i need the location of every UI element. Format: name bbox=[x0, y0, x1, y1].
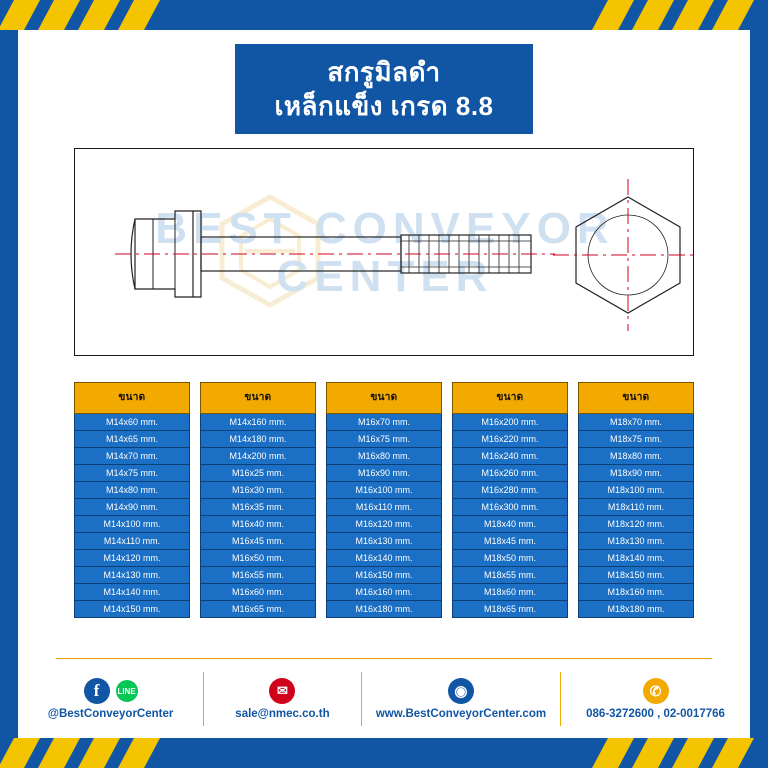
table-row: M18x50 mm. bbox=[452, 550, 568, 567]
table-row: M14x75 mm. bbox=[74, 465, 190, 482]
size-table-4 bbox=[452, 382, 568, 618]
table-row: M18x45 mm. bbox=[452, 533, 568, 550]
table-row: M14x120 mm. bbox=[74, 550, 190, 567]
globe-icon[interactable]: ◉ bbox=[448, 678, 474, 704]
table-row: M18x80 mm. bbox=[578, 448, 694, 465]
table-row: M16x45 mm. bbox=[200, 533, 316, 550]
line-icon[interactable]: LINE bbox=[116, 680, 138, 702]
table-row: M14x80 mm. bbox=[74, 482, 190, 499]
website-url: www.BestConveyorCenter.com bbox=[375, 708, 547, 720]
table-row: M16x100 mm. bbox=[326, 482, 442, 499]
table-row: M18x160 mm. bbox=[578, 584, 694, 601]
table-row: M16x70 mm. bbox=[326, 414, 442, 431]
envelope-icon[interactable]: ✉ bbox=[269, 678, 295, 704]
table-row: M16x280 mm. bbox=[452, 482, 568, 499]
table-row: M14x65 mm. bbox=[74, 431, 190, 448]
table-row: M18x180 mm. bbox=[578, 601, 694, 618]
table-row: M16x90 mm. bbox=[326, 465, 442, 482]
table-row: M16x60 mm. bbox=[200, 584, 316, 601]
table-header: ขนาด bbox=[578, 382, 694, 414]
size-table-1 bbox=[74, 382, 190, 618]
table-row: M14x200 mm. bbox=[200, 448, 316, 465]
table-row: M14x100 mm. bbox=[74, 516, 190, 533]
table-row: M16x140 mm. bbox=[326, 550, 442, 567]
table-row: M18x90 mm. bbox=[578, 465, 694, 482]
table-row: M16x80 mm. bbox=[326, 448, 442, 465]
table-row: M16x200 mm. bbox=[452, 414, 568, 431]
table-row: M18x65 mm. bbox=[452, 601, 568, 618]
email-address: sale@nmec.co.th bbox=[235, 708, 330, 720]
size-table-2 bbox=[200, 382, 316, 618]
table-row: M18x120 mm. bbox=[578, 516, 694, 533]
page-title bbox=[235, 44, 533, 134]
table-row: M16x40 mm. bbox=[200, 516, 316, 533]
table-row: M18x75 mm. bbox=[578, 431, 694, 448]
table-row: M16x110 mm. bbox=[326, 499, 442, 516]
table-row: M18x70 mm. bbox=[578, 414, 694, 431]
footer-email[interactable] bbox=[204, 678, 361, 720]
table-header: ขนาด bbox=[326, 382, 442, 414]
table-row: M18x110 mm. bbox=[578, 499, 694, 516]
table-row: M14x150 mm. bbox=[74, 601, 190, 618]
content-card bbox=[18, 30, 750, 738]
top-chevron-band bbox=[0, 0, 768, 30]
title-line-2: เหล็กแข็ง เกรด 8.8 bbox=[274, 91, 494, 121]
table-row: M18x130 mm. bbox=[578, 533, 694, 550]
table-row: M16x55 mm. bbox=[200, 567, 316, 584]
table-row: M18x140 mm. bbox=[578, 550, 694, 567]
table-row: M14x180 mm. bbox=[200, 431, 316, 448]
footer-divider bbox=[56, 658, 712, 659]
table-row: M16x160 mm. bbox=[326, 584, 442, 601]
table-row: M16x300 mm. bbox=[452, 499, 568, 516]
table-row: M14x110 mm. bbox=[74, 533, 190, 550]
table-row: M14x160 mm. bbox=[200, 414, 316, 431]
table-row: M14x70 mm. bbox=[74, 448, 190, 465]
watermark-line-1: BEST CONVEYOR bbox=[155, 204, 615, 253]
table-row: M16x65 mm. bbox=[200, 601, 316, 618]
table-row: M18x150 mm. bbox=[578, 567, 694, 584]
facebook-handle: @BestConveyorCenter bbox=[47, 708, 174, 720]
table-row: M16x260 mm. bbox=[452, 465, 568, 482]
table-row: M16x25 mm. bbox=[200, 465, 316, 482]
table-row: M16x240 mm. bbox=[452, 448, 568, 465]
table-row: M14x140 mm. bbox=[74, 584, 190, 601]
table-row: M14x60 mm. bbox=[74, 414, 190, 431]
facebook-icon[interactable]: f bbox=[84, 678, 110, 704]
table-row: M16x220 mm. bbox=[452, 431, 568, 448]
table-row: M16x50 mm. bbox=[200, 550, 316, 567]
table-row: M14x90 mm. bbox=[74, 499, 190, 516]
bolt-diagram bbox=[75, 149, 694, 356]
footer-facebook[interactable] bbox=[18, 678, 203, 720]
title-line-1: สกรูมิลดำ bbox=[327, 57, 441, 87]
table-header: ขนาด bbox=[452, 382, 568, 414]
bottom-chevron-band bbox=[0, 738, 768, 768]
table-row: M16x35 mm. bbox=[200, 499, 316, 516]
footer-website[interactable] bbox=[362, 678, 560, 720]
table-row: M16x120 mm. bbox=[326, 516, 442, 533]
table-row: M16x75 mm. bbox=[326, 431, 442, 448]
footer-phone[interactable] bbox=[561, 678, 750, 720]
table-row: M18x40 mm. bbox=[452, 516, 568, 533]
table-row: M16x130 mm. bbox=[326, 533, 442, 550]
table-row: M18x100 mm. bbox=[578, 482, 694, 499]
size-tables bbox=[74, 382, 694, 618]
phone-icon[interactable]: ✆ bbox=[643, 678, 669, 704]
table-header: ขนาด bbox=[200, 382, 316, 414]
table-header: ขนาด bbox=[74, 382, 190, 414]
product-drawing-panel bbox=[74, 148, 694, 356]
size-table-3 bbox=[326, 382, 442, 618]
footer bbox=[18, 648, 750, 738]
table-row: M16x30 mm. bbox=[200, 482, 316, 499]
watermark-line-2: CENTER bbox=[276, 252, 494, 301]
table-row: M14x130 mm. bbox=[74, 567, 190, 584]
table-row: M18x60 mm. bbox=[452, 584, 568, 601]
phone-numbers: 086-3272600 , 02-0017766 bbox=[586, 708, 725, 720]
table-row: M16x150 mm. bbox=[326, 567, 442, 584]
table-row: M18x55 mm. bbox=[452, 567, 568, 584]
size-table-5 bbox=[578, 382, 694, 618]
table-row: M16x180 mm. bbox=[326, 601, 442, 618]
